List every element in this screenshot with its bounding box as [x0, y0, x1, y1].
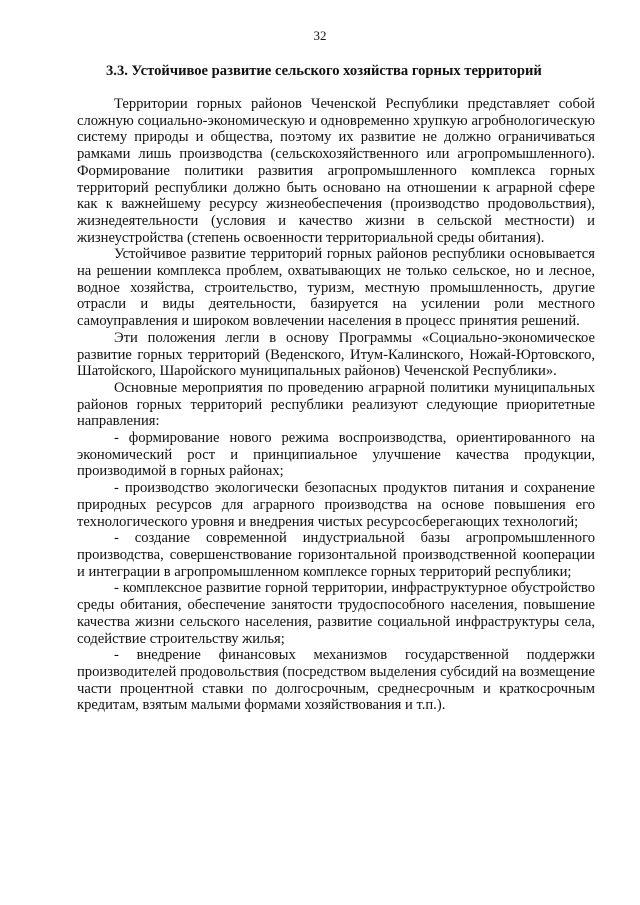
- paragraph: Устойчивое развитие территорий горных районов республики основывается на решении комплекса проблем, охватывающих не только сельское, но и лесное, водное хозяйства, строительство, туризм, местную промышленность, другие отрасли и виды деятельности, базируется на усилении роли местного самоуправления и широком вовлечении населения в процесс принятия решений.: [77, 246, 595, 330]
- list-item: - создание современной индустриальной базы агропромышленного производства, совершенствование горизонтальной производственной кооперации и интеграции в агропромышленном комплексе горных территорий республики;: [77, 530, 595, 580]
- page-number: 32: [313, 28, 327, 43]
- paragraph: Основные мероприятия по проведению аграрной политики муниципальных районов горных территорий республики реализуют следующие приоритетные направления:: [77, 379, 595, 430]
- list-item: - комплексное развитие горной территории, инфраструктурное обустройство среды обитания, обеспечение занятости трудоспособного населения, повышение качества жизни сельского населения, развитие социальной инфраструктуры села, содействие строительству жилья;: [77, 580, 595, 647]
- list-item: - формирование нового режима воспроизводства, ориентированного на экономический рост и принципиальное улучшение качества продукции, производимой в горных районах;: [77, 430, 595, 480]
- document-body: [77, 96, 595, 714]
- paragraph: Эти положения легли в основу Программы «Социально-экономическое развитие горных территорий (Веденского, Итум-Калинского, Ножай-Юртовского, Шатойского, Шаройского муниципальных районов) Чеченской Республики».: [77, 329, 595, 380]
- list-item: - внедрение финансовых механизмов государственной поддержки производителей продовольствия (посредством выделения субсидий на возмещение части процентной ставки по долгосрочным, среднесрочным и краткосрочным кредитам, взятым малыми формами хозяйствования и т.п.).: [77, 647, 596, 714]
- section-heading: 3.3. Устойчивое развитие сельского хозяйства горных территорий: [106, 63, 542, 79]
- paragraph: Территории горных районов Чеченской Республики представляет собой сложную социально-экономическую и одновременно хрупкую агробнологическую систему природы и общества, поэтому их развитие не должно ограничиваться рамками лишь производства (сельскохозяйственного или агропромышленного). Формирование политики развития агропромышленного комплекса горных территорий республики должно быть основано на отношении к аграрной сфере как к важнейшему ресурсу жизнеобеспечения (производство продовольствия), жизнедеятельности (условия и качество жизни в сельской местности) и жизнеустройства (степень освоенности территориальной среды обитания).: [77, 96, 595, 246]
- list-item: - производство экологически безопасных продуктов питания и сохранение природных ресурсов для аграрного производства на основе повышения его технологического уровня и внедрения чистых ресурсосберегающих технологий;: [77, 480, 595, 530]
